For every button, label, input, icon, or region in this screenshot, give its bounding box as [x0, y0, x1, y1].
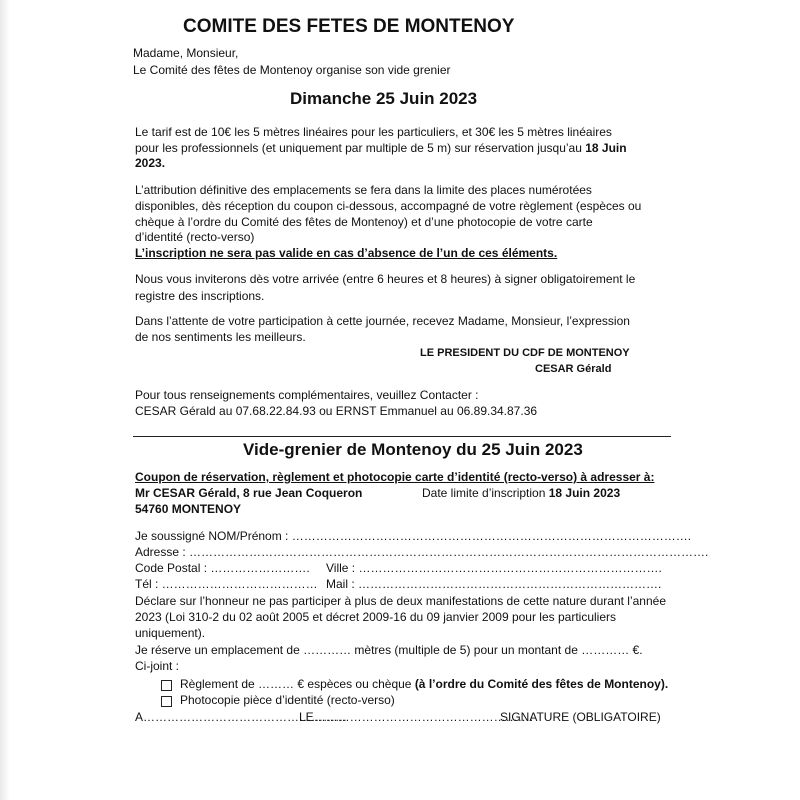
arrival-line-2: registre des inscriptions.	[135, 289, 265, 303]
date-field[interactable]: LE……………………………………………….	[299, 710, 534, 724]
salutation: Madame, Monsieur,	[133, 46, 239, 60]
validity-warning: L’inscription ne sera pas valide en cas d’absence de l’un de ces éléments.	[135, 246, 558, 260]
mailing-address-line-2: 54760 MONTENOY	[135, 502, 242, 516]
attachments-label: Ci-joint :	[135, 659, 180, 673]
declaration-line-3: uniquement).	[135, 626, 206, 640]
intro-text: Le Comité des fêtes de Montenoy organise son vide grenier	[133, 63, 451, 77]
event-date-heading: Dimanche 25 Juin 2023	[290, 89, 478, 108]
postal-code-field[interactable]: Code Postal : …………………….	[135, 561, 310, 575]
name-field[interactable]: Je soussigné NOM/Prénom : ……………………………………………………………………………………….	[135, 529, 692, 543]
tariff-line-3: 2023.	[135, 156, 166, 170]
coupon-separator	[133, 436, 671, 437]
contact-line-1: Pour tous renseignements complémentaires, veuillez Contacter :	[135, 388, 479, 402]
reservation-field[interactable]: Je réserve un emplacement de ………… mètres (multiple de 5) pour un montant de ………… €.	[135, 643, 643, 657]
closing-line-1: Dans l’attente de votre participation à cette journée, recevez Madame, Monsieur, l’expression	[135, 314, 630, 328]
attribution-line-2: disponibles, dès réception du coupon ci-dessous, accompagné de votre règlement (espèces ou	[135, 199, 642, 213]
page-edge-shadow	[0, 0, 10, 800]
city-field[interactable]: Ville : ………………………………………………………………….	[326, 561, 662, 575]
mailing-address-line-1: Mr CESAR Gérald, 8 rue Jean Coqueron	[135, 486, 363, 500]
phone-field[interactable]: Tél : …………………………………	[135, 577, 318, 591]
contact-line-2: CESAR Gérald au 07.68.22.84.93 ou ERNST Emmanuel au 06.89.34.87.36	[135, 404, 538, 418]
email-field[interactable]: Mail : ………………………………………………………………….	[326, 577, 662, 591]
declaration-line-1: Déclare sur l’honneur ne pas participer à plus de deux manifestations de cette nature durant l’année	[135, 594, 666, 608]
payment-option: Règlement de ……… € espèces ou chèque (à l’ordre du Comité des fêtes de Montenoy).	[180, 677, 669, 691]
attribution-line-3: chèque à l’ordre du Comité des fêtes de Montenoy) et d’une photocopie de votre carte	[135, 215, 593, 229]
deadline: Date limite d’inscription 18 Juin 2023	[422, 486, 621, 500]
id-copy-checkbox[interactable]	[161, 696, 172, 707]
place-field[interactable]: A……………………………………………	[135, 710, 348, 724]
tariff-line-1: Le tarif est de 10€ les 5 mètres linéaires pour les particuliers, et 30€ les 5 mètres linéaires	[135, 125, 612, 139]
payment-checkbox[interactable]	[161, 680, 172, 691]
address-field[interactable]: Adresse : ………………………………………………………………………………………………………………….	[135, 545, 709, 559]
coupon-subtitle: Coupon de réservation, règlement et photocopie carte d’identité (recto-verso) à adresser à:	[135, 470, 655, 484]
signature-label: SIGNATURE (OBLIGATOIRE)	[500, 710, 661, 724]
signatory-role: LE PRESIDENT DU CDF DE MONTENOY	[420, 347, 630, 359]
declaration-line-2: 2023 (Loi 310-2 du 02 août 2005 et décret 2009-16 du 09 janvier 2009 pour les particuliers	[135, 610, 617, 624]
closing-line-2: de nos sentiments les meilleurs.	[135, 330, 306, 344]
arrival-line-1: Nous vous inviterons dès votre arrivée (entre 6 heures et 8 heures) à signer obligatoirement le	[135, 272, 636, 286]
signatory-name: CESAR Gérald	[535, 363, 612, 375]
attribution-line-1: L’attribution définitive des emplacements se fera dans la limite des places numérotées	[135, 183, 592, 197]
tariff-line-2: pour les professionnels (et uniquement par multiple de 5 m) sur réservation jusqu’au 18 Juin	[135, 141, 627, 155]
coupon-title: Vide-grenier de Montenoy du 25 Juin 2023	[243, 440, 583, 459]
page-title: COMITE DES FETES DE MONTENOY	[183, 16, 515, 37]
attribution-line-4: d’identité (recto-verso)	[135, 230, 255, 244]
id-copy-option: Photocopie pièce d’identité (recto-verso)	[180, 693, 395, 707]
